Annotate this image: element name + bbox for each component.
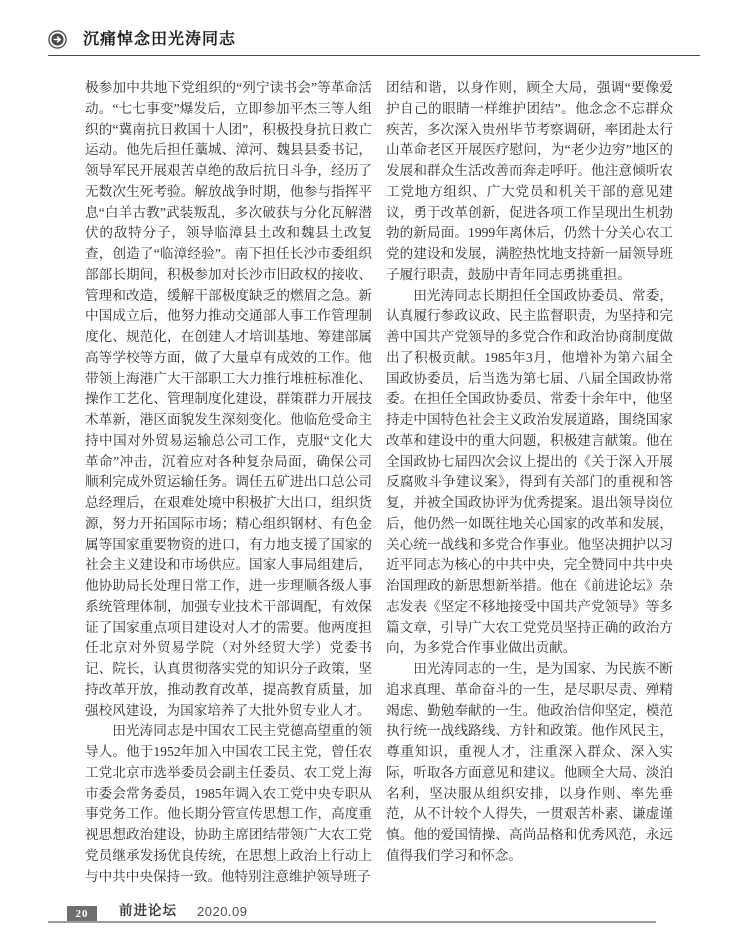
arrow-right-circle-icon [48,30,67,49]
paragraph: 极参加中共地下党组织的“列宁读书会”等革命活动。“七七事变”爆发后，立即参加平杰三等人组织的“冀南抗日救国十人团”，积极投身抗日救亡运动。他先后担任藁城、漳河、魏县县委书记，领导军民开展艰苦卓绝的敌后抗日斗争，经历了无数次生死考验。解放战争时期，他参与指挥平息“白羊古教”武装叛乱，多次破获与分化瓦解潜伏的敌特分子，领导临漳县土改和魏县土改复查，创造了“临漳经验”。南下担任长沙市委组织部部长期间，积极参加对长沙市旧政权的接收、管理和改造，缓解干部极度缺乏的燃眉之急。新中国成立后，他努力推动交通部人事工作管理制度化、规范化，在创建人才培训基地、筹建部属高等学校等方面，做了大量卓有成效的工作。他带领上海港广大干部职工大力推行堆桩标准化、操作工艺化、管理制度化建设，群策群力开展技术革新，港区面貌发生深刻变化。他临危受命主持中国对外贸易运输总公司工作，克服“文化大革命”冲击，沉着应对各种复杂局面，确保公司顺利完成外贸运输任务。调任五矿进出口总公司总经理后，在艰难处境中积极扩大出口，组织货源，努力开拓国际市场；精心组织钢材、有色金属等国家重要物资的进口，有力地支援了国家的社会主义建设和市场供应。国家人事局组建后，他协助局长处理日常工作，进一步理顺各级人事系统管理体制，加强专业技术干部调配，有效保证了国家重点项目建设对人才的需要。他两度担任北京对外贸易学院（对外经贸大学）党委书记、院长，认真贯彻落实党的知识分子政策，坚持改革开放，推动教育改革，提高教育质量，加强校风建设，为国家培养了大批外贸专业人才。 [85,80,372,718]
article-body [85,78,673,887]
page-title: 沉痛悼念田光涛同志 [83,31,237,48]
journal-name: 前进论坛 [119,903,177,918]
paragraph: 团结和谐，以身作则，顾全大局，强调“要像爱护自己的眼睛一样维护团结”。他念念不忘群众疾苦，多次深入贵州毕节考察调研，率团赴太行山革命老区开展医疗慰问，为“老少边穷”地区的发展和群众生活改善而奔走呼吁。他注意倾听农工党地方组织、广大党员和机关干部的意见建议，勇于改革创新，促进各项工作呈现出生机勃勃的新局面。1999年离休后，仍然十分关心农工党的建设和发展，满腔热忱地支持新一届领导班子履行职责，鼓励中青年同志勇挑重担。 [386,80,673,282]
paragraph: 田光涛同志的一生，是为国家、为民族不断追求真理、革命奋斗的一生，是尽职尽责、殚精竭虑、勤勉奉献的一生。他政治信仰坚定，模范执行统一战线路线、方针和政策。他作风民主，尊重知识，重视人才，注重深入群众、深入实际，听取各方面意见和建议。他顾全大局、淡泊名利，坚决服从组织安排，以身作则、率先垂范，从不计较个人得失，一贯艰苦朴素、谦虚谨慎。他的爱国情操、高尚品格和优秀风范，永远值得我们学习和怀念。 [386,661,673,863]
left-column [85,78,372,887]
page-header [48,30,700,56]
paragraph: 田光涛同志是中国农工民主党德高望重的领导人。他于1952年加入中国农工民主党，曾任农工党北京市选举委员会副主任委员、农工党上海市委会常务委员，1985年调入农工党中央专职从事党务工作。他长期分管宣传思想工作，高度重视思想政治建设，协助主席团结带领广大农工党党员继承发扬优良传统，在思想上政治上行动上与中共中央保持一致。他特别注意维护领导班子 [85,723,372,884]
paragraph: 田光涛同志长期担任全国政协委员、常委，认真履行参政议政、民主监督职责，为坚持和完善中国共产党领导的多党合作和政治协商制度做出了积极贡献。1985年3月，他增补为第六届全国政协委员，后当选为第七届、八届全国政协常委。在担任全国政协委员、常委十余年中，他坚持走中国特色社会主义政治发展道路，围绕国家改革和建设中的重大问题，积极建言献策。他在全国政协七届四次会议上提出的《关于深入开展反腐败斗争建议案》，得到有关部门的重视和答复，并被全国政协评为优秀提案。退出领导岗位后，他仍然一如既往地关心国家的改革和发展，关心统一战线和多党合作事业。他坚决拥护以习近平同志为核心的中共中央，完全赞同中共中央治国理政的新思想新举措。他在《前进论坛》杂志发表《坚定不移地接受中国共产党领导》等多篇文章，引导广大农工党党员坚持正确的政治方向，为多党合作事业做出贡献。 [386,287,673,656]
right-column [386,78,673,887]
page-number-badge: 20 [67,906,97,921]
journal-issue: 2020.09 [197,904,248,919]
page-footer [48,899,656,923]
